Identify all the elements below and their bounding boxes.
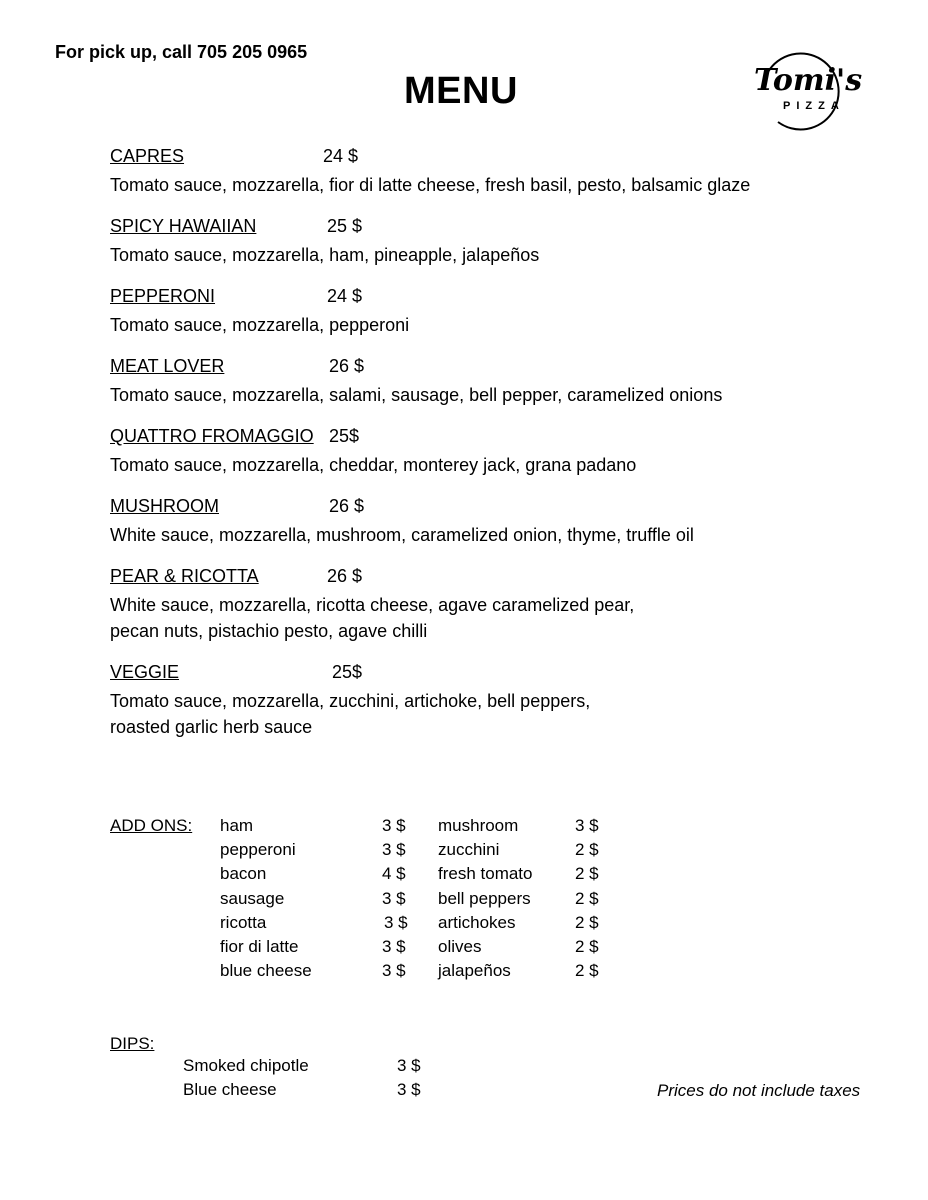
- item-name: PEPPERONI: [110, 286, 216, 306]
- page-title: MENU: [404, 70, 518, 112]
- dip-name: Blue cheese: [183, 1080, 277, 1099]
- item-name: PEAR & RICOTTA: [110, 566, 259, 586]
- add-on-price: 3 $: [384, 912, 408, 932]
- add-on-price: 3 $: [382, 888, 406, 908]
- item-price: 26 $: [329, 496, 365, 516]
- item-price: 25$: [329, 426, 360, 446]
- add-on-name: olives: [438, 936, 482, 956]
- add-on-name: fresh tomato: [438, 864, 533, 884]
- add-on-name: mushroom: [438, 816, 519, 835]
- pickup-phone-text: For pick up, call 705 205 0965: [55, 42, 308, 62]
- add-on-price: 2 $: [575, 912, 599, 932]
- item-description: Tomato sauce, mozzarella, ham, pineapple, jalapeños: [110, 245, 540, 265]
- add-on-price: 3 $: [382, 936, 406, 956]
- menu-item: [110, 286, 870, 338]
- item-name: SPICY HAWAIIAN: [110, 216, 257, 236]
- add-on-name: ricotta: [220, 912, 267, 932]
- add-on-price: 3 $: [382, 816, 406, 835]
- add-on-price: 2 $: [575, 888, 599, 908]
- item-description: roasted garlic herb sauce: [110, 717, 313, 737]
- menu-item: [110, 216, 870, 268]
- item-name: QUATTRO FROMAGGIO: [110, 426, 314, 446]
- add-on-price: 2 $: [575, 961, 599, 981]
- dip-price: 3 $: [397, 1056, 421, 1075]
- dip-row: [183, 1080, 443, 1104]
- item-price: 24 $: [327, 286, 363, 306]
- add-on-name: sausage: [220, 888, 285, 908]
- tomis-pizza-logo: [750, 50, 862, 132]
- dip-price: 3 $: [397, 1080, 421, 1099]
- add-on-price: 3 $: [382, 961, 406, 981]
- menu-item: [110, 356, 870, 408]
- svg-text:PIZZA: PIZZA: [783, 100, 845, 112]
- item-price: 26 $: [327, 566, 363, 586]
- dips-heading: DIPS:: [110, 1034, 155, 1053]
- item-description: Tomato sauce, mozzarella, fior di latte cheese, fresh basil, pesto, balsamic glaze: [110, 175, 751, 195]
- menu-item: [110, 146, 870, 198]
- add-on-name: bell peppers: [438, 888, 531, 908]
- add-ons-heading: ADD ONS:: [110, 816, 193, 835]
- menu-item: [110, 496, 870, 548]
- add-on-name: jalapeños: [438, 961, 511, 981]
- add-on-price: 3 $: [575, 816, 599, 835]
- item-price: 25$: [332, 662, 363, 682]
- item-description: pecan nuts, pistachio pesto, agave chilli: [110, 621, 428, 641]
- add-on-name: blue cheese: [220, 961, 312, 981]
- menu-item: [110, 566, 870, 644]
- item-description: Tomato sauce, mozzarella, zucchini, artichoke, bell peppers,: [110, 691, 591, 711]
- add-on-name: pepperoni: [220, 840, 296, 860]
- dip-row: [183, 1056, 443, 1080]
- add-on-price: 2 $: [575, 840, 599, 860]
- add-on-name: zucchini: [438, 840, 500, 860]
- item-price: 25 $: [327, 216, 363, 236]
- add-on-name: artichokes: [438, 912, 516, 932]
- add-on-price: 3 $: [382, 840, 406, 860]
- item-price: 26 $: [329, 356, 365, 376]
- add-on-price: 2 $: [575, 864, 599, 884]
- dips-list: [183, 1056, 443, 1104]
- item-price: 24 $: [323, 146, 359, 166]
- svg-text:Tomi's: Tomi's: [754, 63, 862, 98]
- item-name: VEGGIE: [110, 662, 180, 682]
- item-name: CAPRES: [110, 146, 185, 166]
- item-name: MEAT LOVER: [110, 356, 225, 376]
- item-description: Tomato sauce, mozzarella, cheddar, monterey jack, grana padano: [110, 455, 637, 475]
- item-description: Tomato sauce, mozzarella, pepperoni: [110, 315, 410, 335]
- pizza-menu-list: [110, 146, 870, 758]
- dip-name: Smoked chipotle: [183, 1056, 309, 1075]
- item-description: White sauce, mozzarella, ricotta cheese, agave caramelized pear,: [110, 595, 635, 615]
- add-on-name: fior di latte: [220, 936, 299, 956]
- menu-item: [110, 662, 870, 740]
- add-on-name: bacon: [220, 864, 267, 884]
- item-description: White sauce, mozzarella, mushroom, caramelized onion, thyme, truffle oil: [110, 525, 694, 545]
- add-on-price: 2 $: [575, 936, 599, 956]
- add-on-price: 4 $: [382, 864, 406, 884]
- add-on-name: ham: [220, 816, 254, 835]
- item-name: MUSHROOM: [110, 496, 219, 516]
- menu-item: [110, 426, 870, 478]
- taxes-note: Prices do not include taxes: [657, 1081, 861, 1100]
- item-description: Tomato sauce, mozzarella, salami, sausage, bell pepper, caramelized onions: [110, 385, 723, 405]
